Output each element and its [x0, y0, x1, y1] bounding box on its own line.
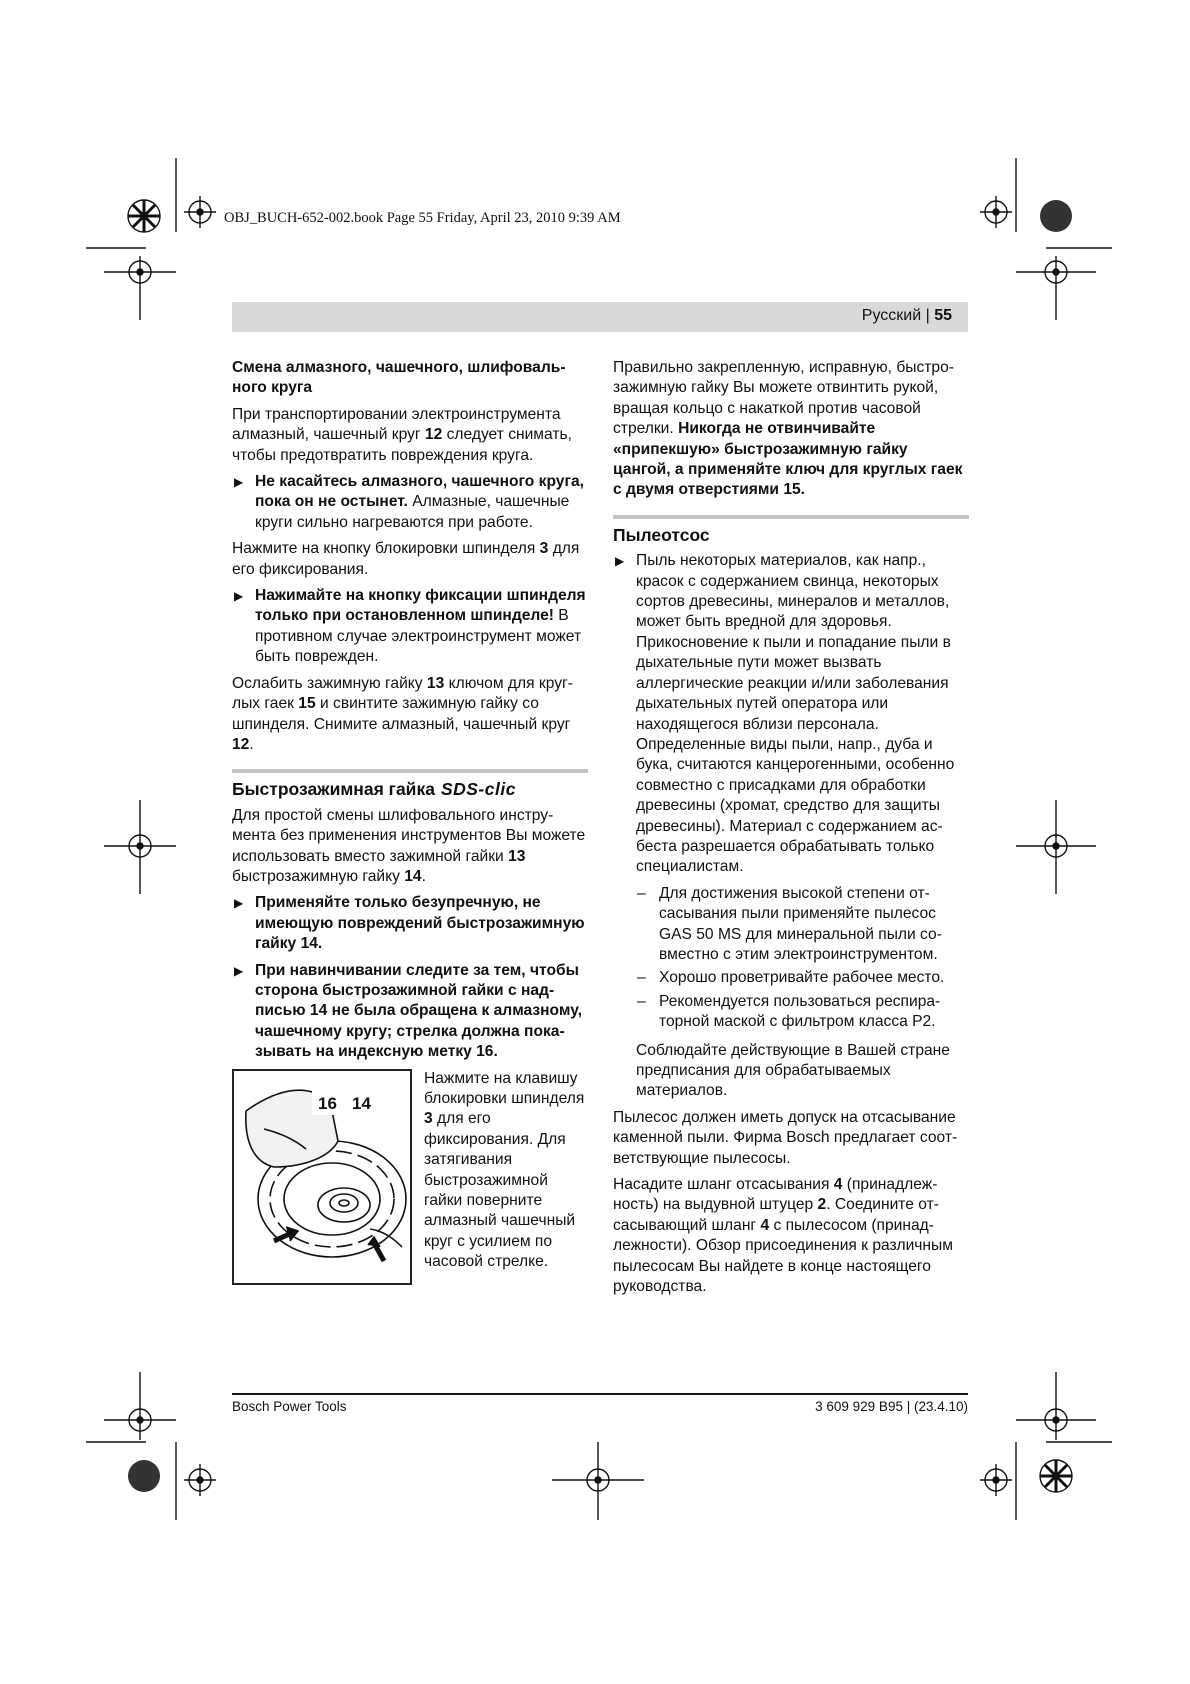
page-header — [232, 302, 968, 332]
section-title-quick-nut: Быстрозажимная гайка SDS-clic — [232, 769, 588, 799]
dash-item: – Для достижения высокой степени отсасывания пыли применяйте пылесос GAS 50 MS для минеральной пыли совместно с этим электроинструментом. — [637, 884, 942, 963]
paragraph-hose-connection: Насадите шланг отсасывания 4 (принадлежность) на выдувной штуцер 2. Соедините отсасывающий шланг 4 с пылесосом (принадлежности). Обзор присоединения к различным пылесосам Вы найдете в конце настоящего руководства. — [613, 1176, 953, 1296]
grinder-wheel-illustration — [234, 1071, 410, 1283]
page-number: 55 — [934, 307, 952, 324]
figure-caption: Нажмите на клавишу блокировки шпинделя 3 для его фиксирования. Для затягивания быстрозажимной гайки поверните алмазный чашечный круг с усилием по часовой стрелке. — [424, 1069, 585, 1271]
right-column — [613, 358, 969, 1303]
paragraph-transport: При транспортировании электроинструмента алмазный, чашечный круг 12 следует снимать, чтобы предотвратить повреждения круга. — [232, 405, 572, 464]
paragraph-quick-nut-intro: Для простой смены шлифовального инструмента без применения инструментов Вы можете использовать вместо зажимной гайки 13 быстрозажимную гайку 14. — [232, 806, 586, 885]
triangle-bullet-icon: ▶ — [234, 589, 244, 604]
triangle-bullet-icon: ▶ — [615, 554, 625, 569]
paragraph-vacuum-approval: Пылесос должен иметь допуск на отсасывание каменной пыли. Фирма Bosch предлагает соответствующие пылесосы. — [613, 1108, 958, 1167]
figure-label-16: 16 — [318, 1093, 337, 1113]
paragraph-regulations-note: Соблюдайте действующие в Вашей стране предписания для обрабатываемых материалов. — [636, 1041, 950, 1100]
figure-quick-nut-illustration — [232, 1069, 412, 1285]
triangle-bullet-icon: ▶ — [234, 963, 244, 978]
warning-bullet-spindle-stopped: ▶ Нажимайте на кнопку фиксации шпинделя только при остановленном шпинделе! В противном случае электроинструмент может быть поврежден. — [234, 587, 586, 666]
paragraph-spindle-lock: Нажмите на кнопку блокировки шпинделя 3 для его фиксирования. — [232, 540, 580, 578]
warning-bullet-nut-orientation: ▶ При навинчивании следите за тем, чтобы сторона быстрозажимной гайки с надписью 14 не была обращена к алмазному, чашечному кругу; стрелка должна показывать на индексную метку 16. — [234, 961, 583, 1061]
header-language: Русский — [861, 307, 922, 324]
triangle-bullet-icon: ▶ — [234, 475, 244, 490]
sds-clic-logo: SDS-clic — [440, 779, 516, 800]
print-slug: OBJ_BUCH-652-002.book Page 55 Friday, April 23, 2010 9:39 AM — [224, 210, 621, 226]
paragraph-loosen-nut: Ослабить зажимную гайку 13 ключом для круглых гаек 15 и свинтите зажимную гайку со шпинделя. Снимите алмазный, чашечный круг 12. — [232, 674, 573, 753]
figure-label-14: 14 — [352, 1093, 371, 1113]
figure-block — [232, 1069, 588, 1285]
dash-item: – Хорошо проветривайте рабочее место. — [637, 969, 945, 987]
warning-bullet-dust: ▶ Пыль некоторых материалов, как напр., красок с содержанием свинца, некоторых сортов древесины, минералов и металлов, может быть вредной для здоровья. Прикосновение к пыли и попадание пыли в дыхательные пути может вызвать аллергические реакции и/или заболевания дыхательных путей оператора или находящегося вблизи персонала. Определенные виды пыли, напр., дуба и бука, считаются канцерогенными, особенно совместно с присадками для обработки древесины (хромат, средство для защиты древесины). Материал с содержанием асбеста разрешается обрабатывать только специалистам. — [615, 552, 955, 876]
header-text — [862, 307, 952, 325]
paragraph-unscrew-nut: Правильно закрепленную, исправную, быстрозажимную гайку Вы можете отвинтить рукой, вращая кольцо с накаткой против часовой стрелки. Никогда не отвинчивайте «припекшую» быстрозажимную гайку цангой, а применяйте ключ для круглых гаек с двумя отверстиями 15. — [613, 359, 963, 499]
warning-bullet-undamaged-nut: ▶ Применяйте только безупречную, не имеющую повреждений быстрозажимную гайку 14. — [234, 894, 585, 953]
footer-brand: Bosch Power Tools — [232, 1399, 347, 1414]
warning-bullet-hot-wheel: ▶ Не касайтесь алмазного, чашечного круга, пока он не остынет. Алмазные, чашечные круги сильно нагреваются при работе. — [234, 473, 584, 531]
footer-document-code: 3 609 929 B95 | (23.4.10) — [815, 1399, 968, 1414]
header-separator: | — [925, 307, 930, 324]
triangle-bullet-icon: ▶ — [234, 896, 244, 911]
section-title-dust-extraction: Пылеотсос — [613, 515, 969, 545]
section-title-wheel-change: Смена алмазного, чашечного, шлифовального круга — [232, 359, 566, 397]
dash-item: – Рекомендуется пользоваться респираторной маской с фильтром класса P2. — [637, 992, 941, 1031]
left-column — [232, 358, 588, 1285]
footer-divider — [232, 1393, 968, 1395]
